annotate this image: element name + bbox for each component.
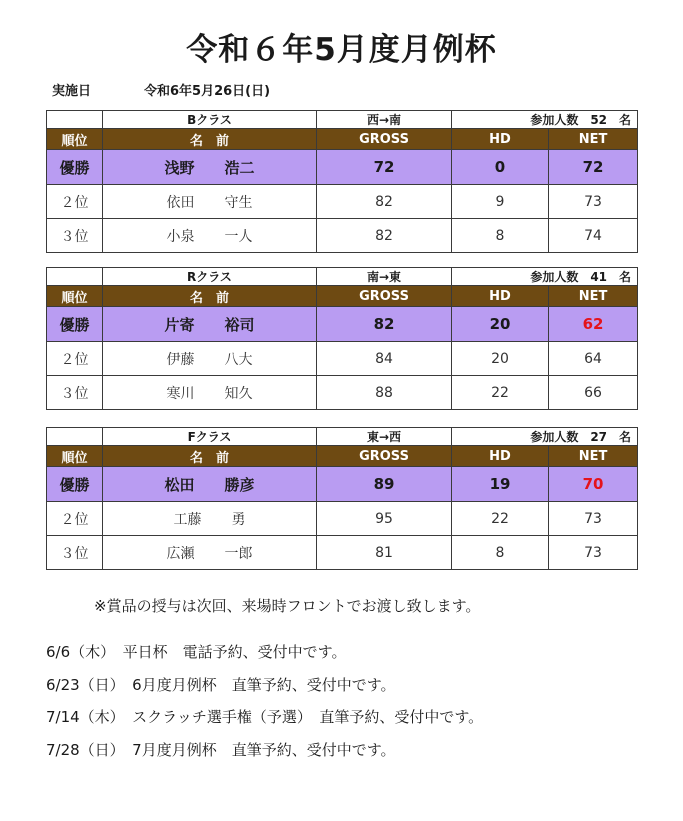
rank: ３位 [47,376,103,410]
rank: ２位 [47,342,103,376]
page-title: 令和６年5月度月例杯 [186,32,497,68]
header-row [47,129,638,150]
net-score: 73 [549,536,638,570]
class-name: Rクラス [103,268,317,286]
handicap: 8 [452,219,549,253]
announcement-item: 7/14（木） スクラッチ選手権（予選） 直筆予約、受付中です。 [46,708,484,726]
table-row [47,467,638,502]
family-name: 片寄 [164,315,195,334]
col-gross: GROSS [317,446,452,467]
gross-score: 81 [317,536,452,570]
handicap: 22 [452,502,549,536]
rank: ２位 [47,502,103,536]
col-rank: 順位 [47,446,103,467]
net-score: 74 [549,219,638,253]
gross-score: 95 [317,502,452,536]
family-name: 浅野 [164,158,195,177]
date-label: 実施日 [52,84,92,99]
gross-score: 82 [317,219,452,253]
net-score: 62 [549,307,638,342]
rank: ２位 [47,185,103,219]
class-name: Bクラス [103,111,317,129]
col-name: 名 前 [103,129,317,150]
given-name: 浩二 [224,158,255,177]
rank: 優勝 [47,467,103,502]
net-score: 73 [549,185,638,219]
date-value: 令和6年5月26日(日) [144,84,271,99]
handicap: 0 [452,150,549,185]
col-name: 名 前 [103,286,317,307]
results-table-2 [46,427,638,570]
announcement-item: 6/23（日） 6月度月例杯 直筆予約、受付中です。 [46,676,396,694]
results-table-0 [46,110,638,253]
given-name: 裕司 [224,315,255,334]
handicap: 19 [452,467,549,502]
class-row [47,111,638,129]
gross-score: 89 [317,467,452,502]
col-hd: HD [452,446,549,467]
given-name: 勝彦 [224,475,255,494]
family-name: 松田 [164,475,195,494]
family-name: 広瀬 [166,545,195,562]
table-row [47,502,638,536]
player-name [103,307,317,342]
table-row [47,307,638,342]
table-row [47,150,638,185]
net-score: 73 [549,502,638,536]
gross-score: 82 [317,185,452,219]
table-row [47,185,638,219]
col-net: NET [549,286,638,307]
player-name [103,376,317,410]
participant-count: 参加人数 41 名 [452,268,638,286]
family-name: 小泉 [166,228,195,245]
prize-note: ※賞品の授与は次回、来場時フロントでお渡し致します。 [94,597,481,615]
net-score: 66 [549,376,638,410]
rank: ３位 [47,536,103,570]
given-name: 八大 [224,351,253,368]
course-route: 東→西 [317,428,452,446]
rank: ３位 [47,219,103,253]
player-name [103,467,317,502]
handicap: 20 [452,342,549,376]
given-name: 勇 [231,511,246,528]
given-name: 守生 [224,194,253,211]
gross-score: 88 [317,376,452,410]
results-table-1 [46,267,638,410]
player-name [103,536,317,570]
given-name: 一人 [224,228,253,245]
table-row [47,342,638,376]
table-row [47,376,638,410]
course-route: 南→東 [317,268,452,286]
class-row [47,268,638,286]
table-row [47,536,638,570]
handicap: 8 [452,536,549,570]
family-name: 伊藤 [166,351,195,368]
course-route: 西→南 [317,111,452,129]
family-name: 寒川 [166,385,195,402]
announcement-item: 6/6（木） 平日杯 電話予約、受付中です。 [46,643,347,661]
participant-count: 参加人数 27 名 [452,428,638,446]
handicap: 9 [452,185,549,219]
header-row [47,446,638,467]
class-row [47,428,638,446]
event-date [52,80,270,99]
col-hd: HD [452,129,549,150]
player-name [103,219,317,253]
player-name [103,342,317,376]
rank: 優勝 [47,150,103,185]
given-name: 知久 [224,385,253,402]
col-rank: 順位 [47,129,103,150]
family-name: 工藤 [173,511,202,528]
player-name [103,150,317,185]
net-score: 64 [549,342,638,376]
handicap: 22 [452,376,549,410]
col-net: NET [549,129,638,150]
header-row [47,286,638,307]
col-net: NET [549,446,638,467]
player-name [103,185,317,219]
class-name: Fクラス [103,428,317,446]
given-name: 一郎 [224,545,253,562]
col-gross: GROSS [317,129,452,150]
player-name [103,502,317,536]
announcement-item: 7/28（日） 7月度月例杯 直筆予約、受付中です。 [46,741,396,759]
handicap: 20 [452,307,549,342]
family-name: 依田 [166,194,195,211]
gross-score: 72 [317,150,452,185]
participant-count: 参加人数 52 名 [452,111,638,129]
table-row [47,219,638,253]
col-rank: 順位 [47,286,103,307]
gross-score: 84 [317,342,452,376]
col-gross: GROSS [317,286,452,307]
rank: 優勝 [47,307,103,342]
net-score: 72 [549,150,638,185]
col-name: 名 前 [103,446,317,467]
col-hd: HD [452,286,549,307]
gross-score: 82 [317,307,452,342]
net-score: 70 [549,467,638,502]
